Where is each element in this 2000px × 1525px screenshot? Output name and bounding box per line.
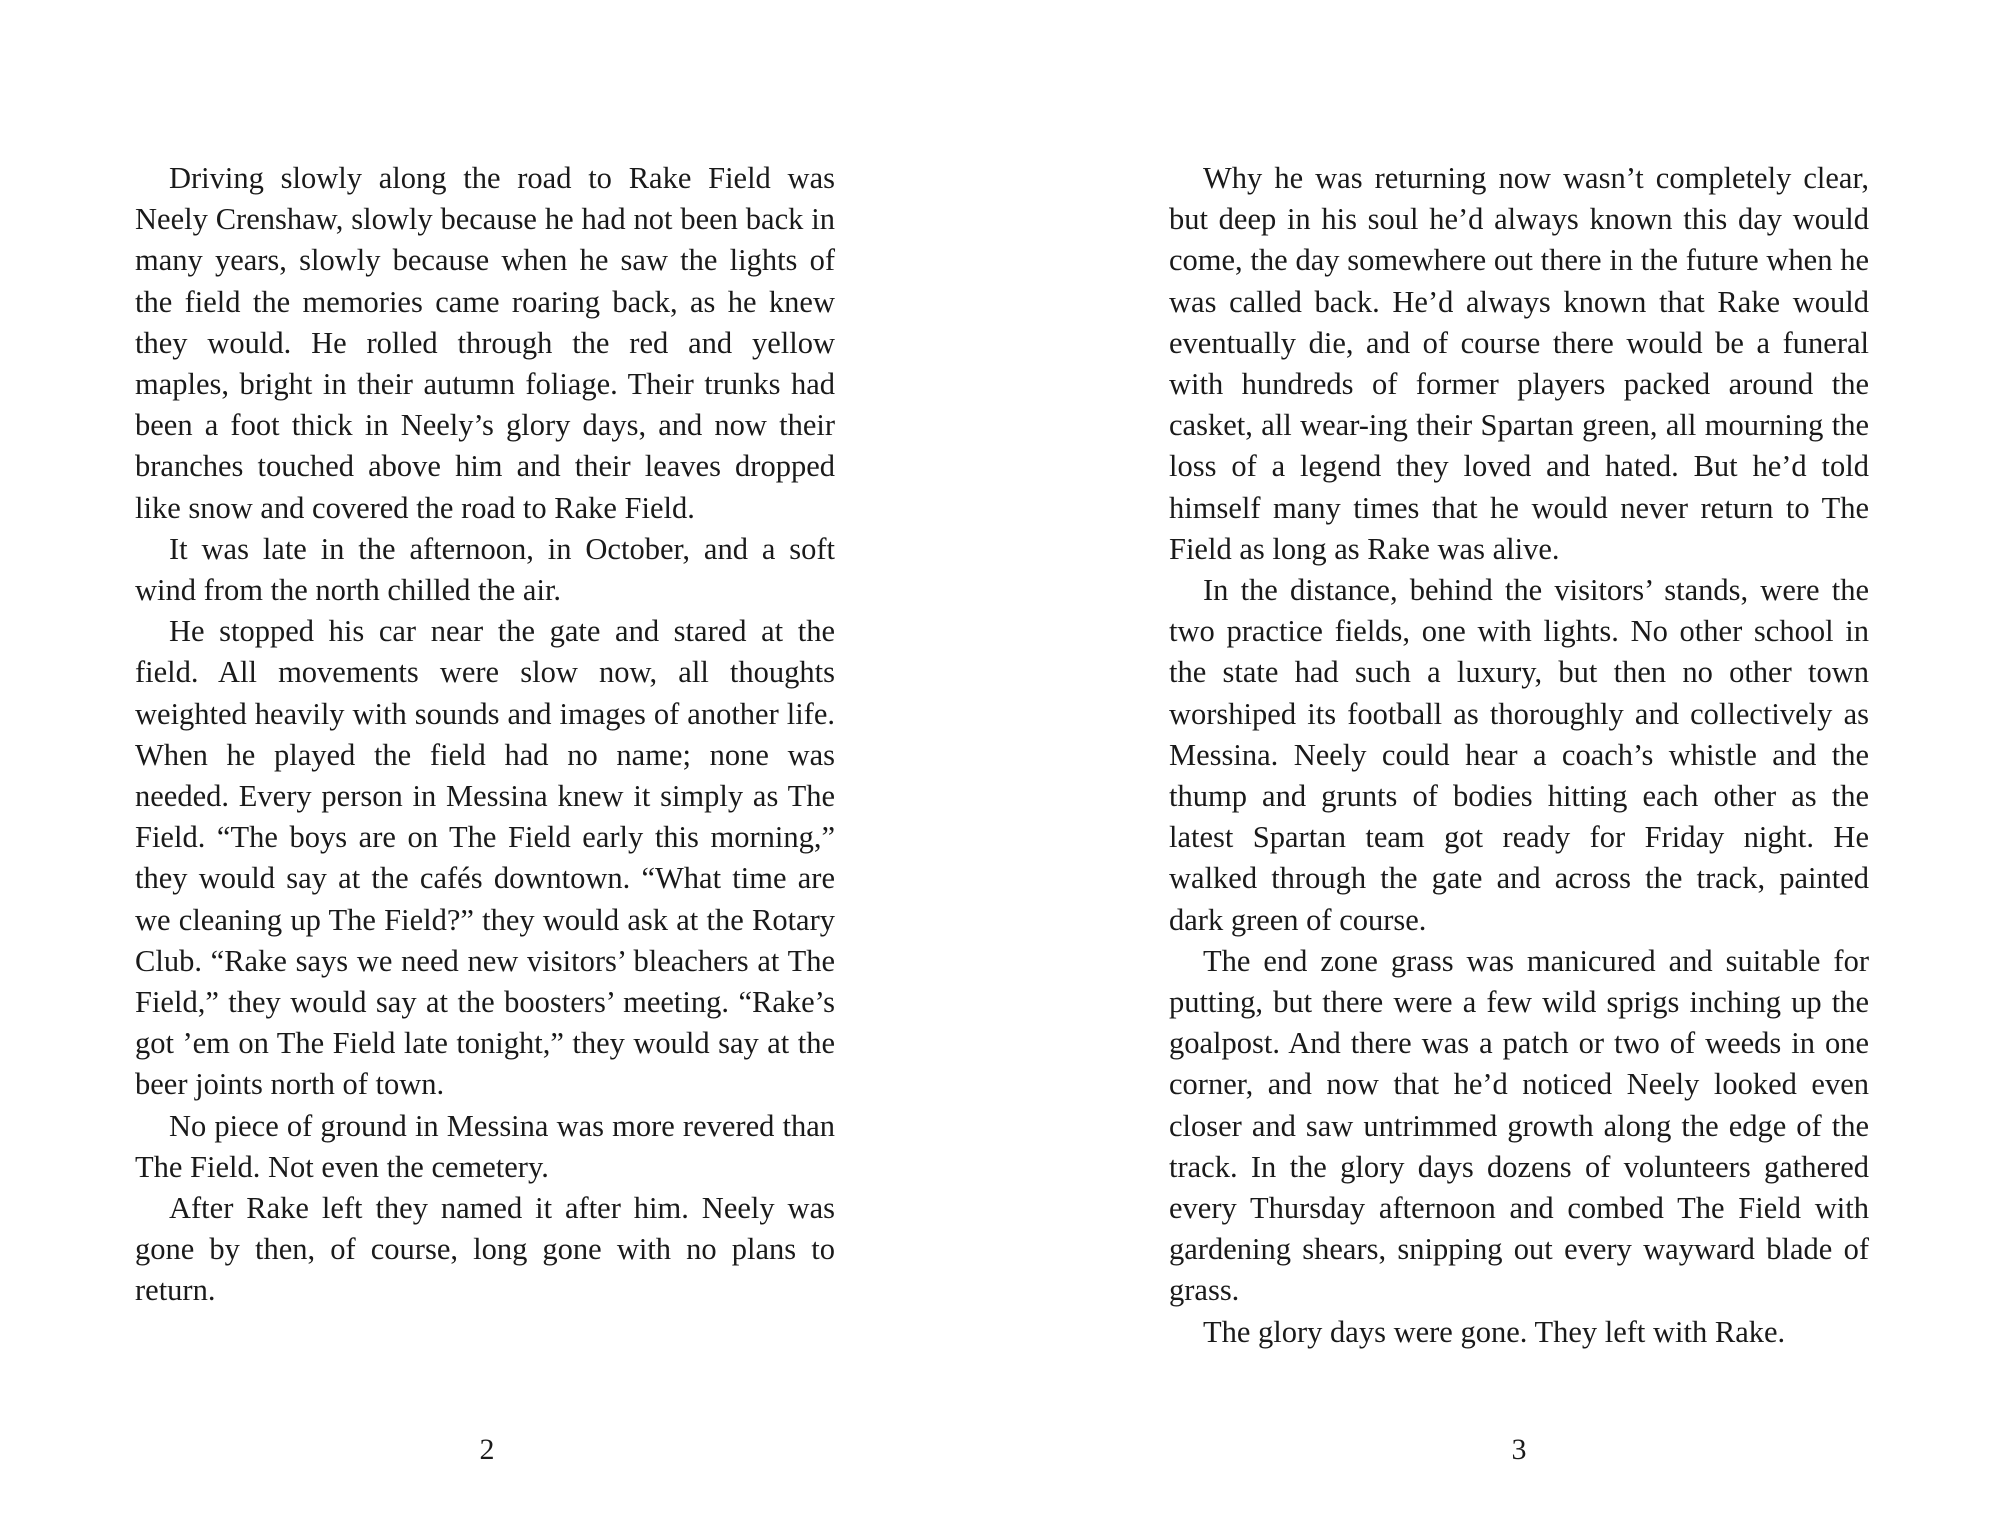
page-number: 2 [479, 1433, 495, 1466]
paragraph: In the distance, behind the visitors’ stands, were the two practice fields, one with lights. No other school in the state had such a luxury, but then no other town worshiped its football as thoroughly and collectively as Messina. Neely could hear a coach’s whistle and the thump and grunts of bodies hitting each other as the latest Spartan team got ready for Friday night. He walked through the gate and across the track, painted dark green of course. [1169, 573, 1869, 937]
paragraph: It was late in the afternoon, in October, and a soft wind from the north chilled the air. [135, 531, 835, 608]
paragraph: After Rake left they named it after him. Neely was gone by then, of course, long gone with no plans to return. [135, 1191, 835, 1308]
paragraph: Why he was returning now wasn’t completely clear, but deep in his soul he’d always known this day would come, the day somewhere out there in the future when he was called back. He’d always known that Rake would eventually die, and of course there would be a funeral with hundreds of former players packed around the casket, all wear-ing their Spartan green, all mourning the loss of a legend they loved and hated. But he’d told himself many times that he would never return to The Field as long as Rake was alive. [1169, 161, 1869, 566]
right-page-body [1169, 158, 1869, 1353]
paragraph: The glory days were gone. They left with Rake. [1203, 1314, 1786, 1349]
paragraph: The end zone grass was manicured and suitable for putting, but there were a few wild sprigs inching up the goalpost. And there was a patch or two of weeds in one corner, and now that he’d noticed Neely looked even closer and saw untrimmed growth along the edge of the track. In the glory days dozens of volunteers gathered every Thursday afternoon and combed The Field with gardening shears, snipping out every wayward blade of grass. [1169, 943, 1869, 1308]
left-page-body [135, 158, 835, 1312]
right-page [1000, 0, 2000, 1525]
paragraph: No piece of ground in Messina was more revered than The Field. Not even the cemetery. [135, 1108, 835, 1184]
paragraph: He stopped his car near the gate and stared at the field. All movements were slow now, all thoughts weighted heavily with sounds and images of another life. When he played the field had no name; none was needed. Every person in Messina knew it simply as The Field. “The boys are on The Field early this morning,” they would say at the cafés downtown. “What time are we cleaning up The Field?” they would ask at the Rotary Club. “Rake says we need new visitors’ bleachers at The Field,” they would say at the boosters’ meeting. “Rake’s got ’em on The Field late tonight,” they would say at the beer joints north of town. [135, 614, 835, 1102]
page-number: 3 [1511, 1433, 1527, 1466]
paragraph: Driving slowly along the road to Rake Field was Neely Crenshaw, slowly because he had not been back in many years, slowly because when he saw the lights of the field the memories came roaring back, as he knew they would. He rolled through the red and yellow maples, bright in their autumn foliage. Their trunks had been a foot thick in Neely’s glory days, and now their branches touched above him and their leaves dropped like snow and covered the road to Rake Field. [135, 161, 835, 525]
